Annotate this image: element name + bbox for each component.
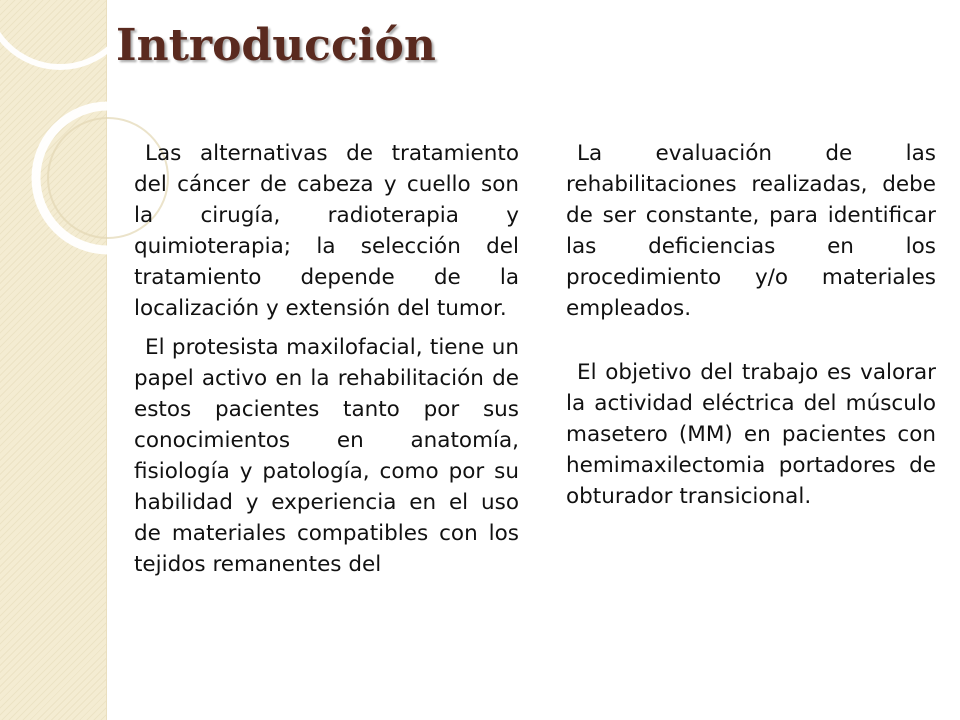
slide-title: Introducción [116, 20, 436, 71]
decorative-side-band [0, 0, 107, 720]
right-paragraph-1: La evaluación de las rehabilitaciones realizadas, debe de ser constante, para identificar las deficiencias en los procedimiento y/o materiales empleados. [566, 141, 936, 321]
left-text-column [134, 138, 519, 580]
left-paragraph-1: Las alternativas de tratamiento del cáncer de cabeza y cuello son la cirugía, radioterapia y quimioterapia; la selección del tratamiento depende de la localización y extensión del tumor. [134, 141, 519, 321]
right-paragraph-2: El objetivo del trabajo es valorar la actividad eléctrica del músculo masetero (MM) en pacientes con hemimaxilectomia portadores de obturador transicional. [566, 360, 936, 509]
right-text-column [566, 138, 936, 512]
left-paragraph-2: El protesista maxilofacial, tiene un papel activo en la rehabilitación de estos pacientes tanto por sus conocimientos en anatomía, fisiología y patología, como por su habilidad y experiencia en el uso de materiales compatibles con los tejidos remanentes del [134, 335, 519, 577]
